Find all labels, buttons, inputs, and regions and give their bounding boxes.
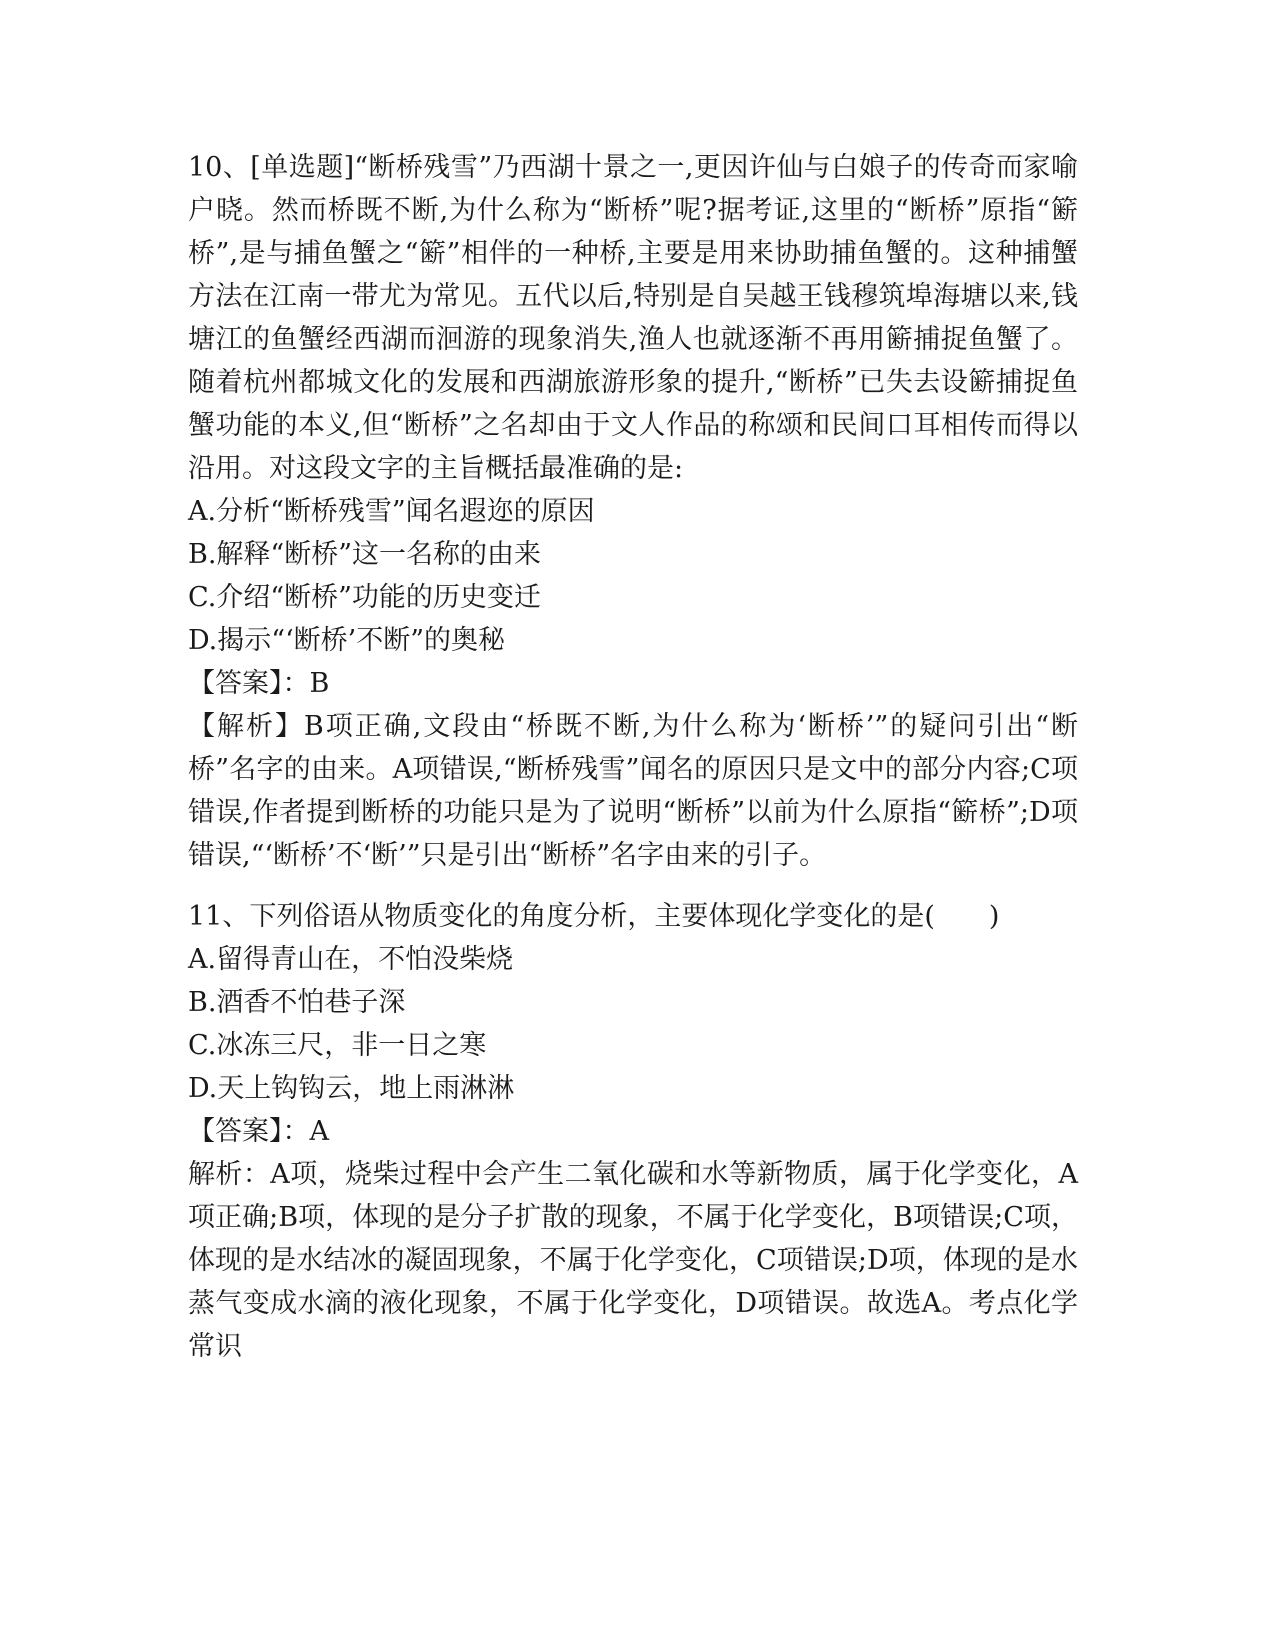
- option-b: B.酒香不怕巷子深: [188, 987, 406, 1018]
- option-b: B.解释“断桥”这一名称的由来: [188, 539, 542, 570]
- question-stem: 10、[单选题]“断桥残雪”乃西湖十景之一,更因许仙与白娘子的传奇而家喻户晓。然而桥既不断,为什么称为“断桥”呢?据考证,这里的“断桥”原指“簖桥”,是与捕鱼蟹之“簖”相伴的一种桥,主要是用来协助捕鱼蟹的。这种捕蟹方法在江南一带尤为常见。五代以后,特别是自吴越王钱穆筑埠海塘以来,钱塘江的鱼蟹经西湖而洄游的现象消失,渔人也就逐渐不再用簖捕捉鱼蟹了。随着杭州都城文化的发展和西湖旅游形象的提升,“断桥”已失去设簖捕捉鱼蟹功能的本义,但“断桥”之名却由于文人作品的称颂和民间口耳相传而得以沿用。对这段文字的主旨概括最准确的是:: [188, 152, 1078, 484]
- option-a: A.分析“断桥残雪”闻名遐迩的原因: [188, 496, 595, 527]
- question-11: [188, 895, 1078, 1368]
- answer-line: 【答案】：A: [188, 1116, 329, 1147]
- document-page: [188, 146, 1078, 1368]
- option-d: D.揭示“‘断桥’不断”的奥秘: [188, 625, 506, 656]
- analysis-text: 解析：A项，烧柴过程中会产生二氧化碳和水等新物质，属于化学变化，A项正确;B项，体现的是分子扩散的现象，不属于化学变化，B项错误;C项，体现的是水结冰的凝固现象，不属于化学变化，C项错误;D项，体现的是水蒸气变成水滴的液化现象，不属于化学变化，D项错误。故选A。考点化学常识: [188, 1159, 1078, 1362]
- analysis-text: 【解析】B项正确,文段由“桥既不断,为什么称为‘断桥’”的疑问引出“断桥”名字的由来。A项错误,“断桥残雪”闻名的原因只是文中的部分内容;C项错误,作者提到断桥的功能只是为了说明“断桥”以前为什么原指“簖桥”;D项错误,“‘断桥’不‘断’”只是引出“断桥”名字由来的引子。: [188, 711, 1078, 871]
- answer-line: 【答案】：B: [188, 668, 330, 699]
- question-stem: 11、下列俗语从物质变化的角度分析，主要体现化学变化的是( ): [188, 901, 1000, 932]
- option-d: D.天上钩钩云，地上雨淋淋: [188, 1073, 515, 1104]
- option-a: A.留得青山在，不怕没柴烧: [188, 944, 514, 975]
- option-c: C.介绍“断桥”功能的历史变迁: [188, 582, 541, 613]
- question-10: [188, 146, 1078, 877]
- question-spacer: [188, 877, 1078, 895]
- option-c: C.冰冻三尺，非一日之寒: [188, 1030, 487, 1061]
